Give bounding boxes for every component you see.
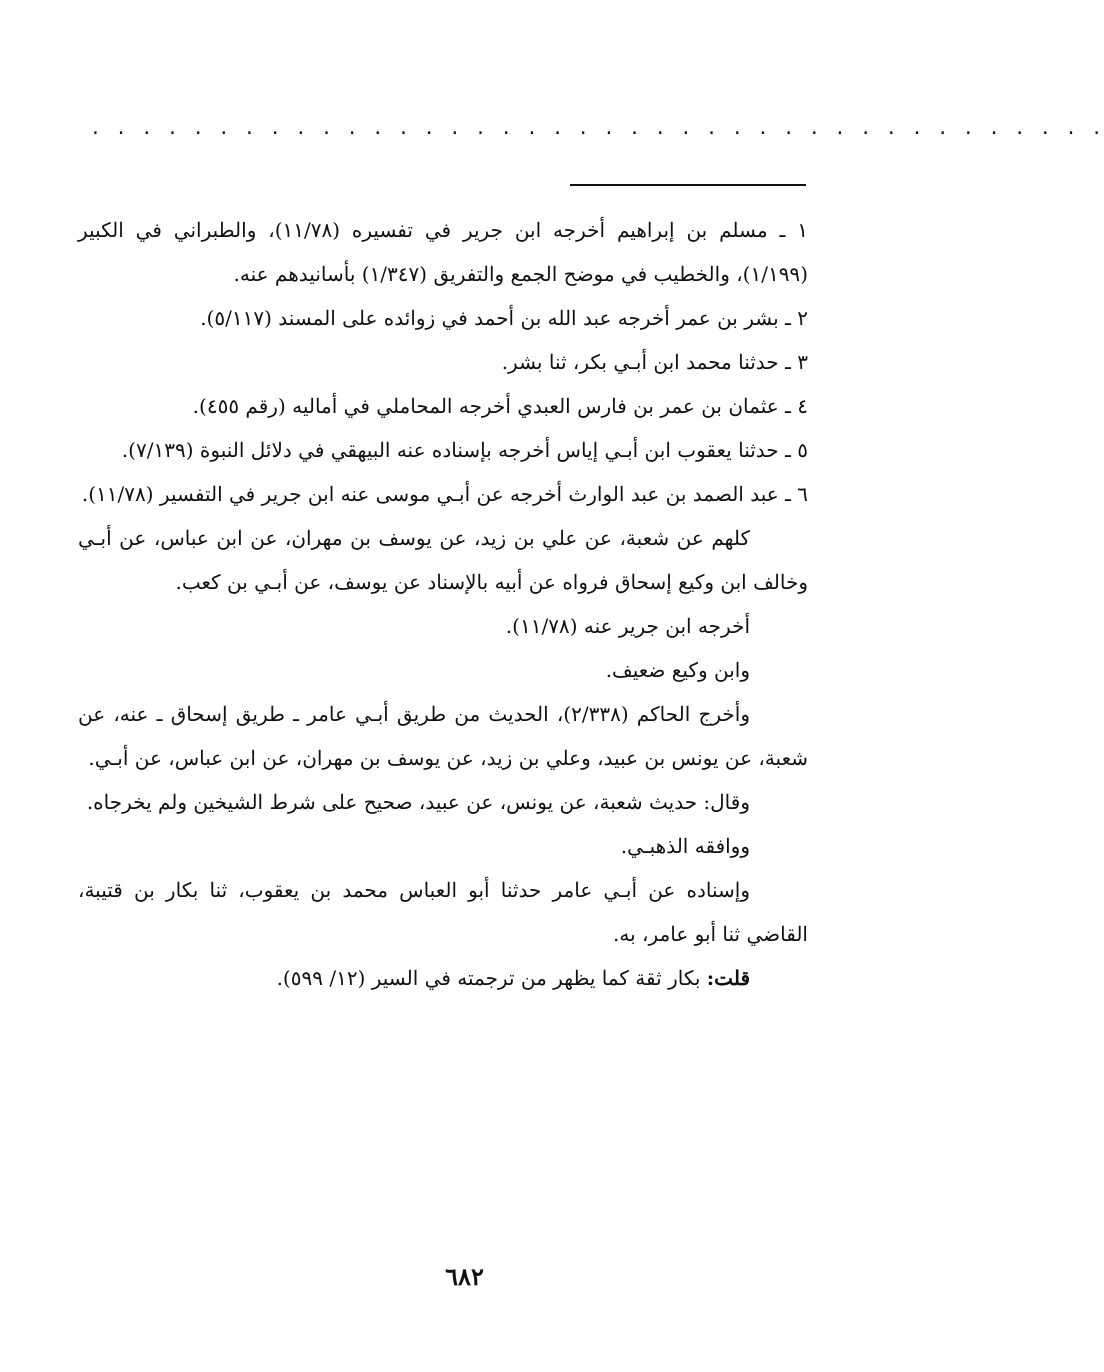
note-3: ٣ ـ حدثنا محمد ابن أبـي بكر، ثنا بشر. <box>501 350 808 374</box>
note-1: ١ ـ مسلم بن إبراهيم أخرجه ابن جرير في تفسيره (١١/٧٨)، والطبراني في الكبير (١/١٩٩)، والخطيب في موضح الجمع والتفريق (١/٣٤٧) بأسانيدهم عنه. <box>78 218 808 286</box>
note-5: ٥ ـ حدثنا يعقوب ابن أبـي إياس أخرجه بإسناده عنه البيهقي في دلائل النبوة (٧/١٣٩). <box>121 438 808 462</box>
paragraph-4: وأخرج الحاكم (٢/٣٣٨)، الحديث من طريق أبـي عامر ـ طريق إسحاق ـ عنه، عن شعبة، عن يونس بن عبيد، وعلي بن زيد، عن يوسف بن مهران، عن ابن عباس، عن أبـي. <box>78 702 808 770</box>
page-number: ٦٨٢ <box>445 1262 484 1291</box>
note-6: ٦ ـ عبد الصمد بن عبد الوارث أخرجه عن أبـي موسى عنه ابن جرير في التفسير (١١/٧٨). <box>81 482 808 506</box>
dotted-separator: . . . . . . . . . . . . . . . . . . . . . . . . . . . . . . . . . . . . . . . . <box>90 118 1104 139</box>
final-remark <box>78 956 808 1000</box>
final-remark-label: قلت: <box>706 966 750 990</box>
note-4: ٤ ـ عثمان بن عمر بن فارس العبدي أخرجه المحاملي في أماليه (رقم ٤٥٥). <box>192 394 808 418</box>
paragraph-2: أخرجه ابن جرير عنه (١١/٧٨). <box>505 614 750 638</box>
page-body <box>78 208 808 1000</box>
paragraph-3: وابن وكيع ضعيف. <box>605 658 750 682</box>
footnote-rule <box>570 184 806 186</box>
note-2: ٢ ـ بشر بن عمر أخرجه عبد الله بن أحمد في زوائده على المسند (٥/١١٧). <box>200 306 808 330</box>
paragraph-7: وإسناده عن أبـي عامر حدثنا أبو العباس محمد بن يعقوب، ثنا بكار بن قتيبة، القاضي ثنا أبو عامر، به. <box>78 878 808 946</box>
paragraph-1: كلهم عن شعبة، عن علي بن زيد، عن يوسف بن مهران، عن ابن عباس، عن أبـي وخالف ابن وكيع إسحاق فرواه عن أبيه بالإسناد عن يوسف، عن أبـي بن كعب. <box>78 526 808 594</box>
paragraph-6: ووافقه الذهبـي. <box>620 834 750 858</box>
final-remark-text: بكار ثقة كما يظهر من ترجمته في السير (١٢/ ٥٩٩). <box>276 966 707 990</box>
paragraph-5: وقال: حديث شعبة، عن يونس، عن عبيد، صحيح على شرط الشيخين ولم يخرجاه. <box>86 790 750 814</box>
